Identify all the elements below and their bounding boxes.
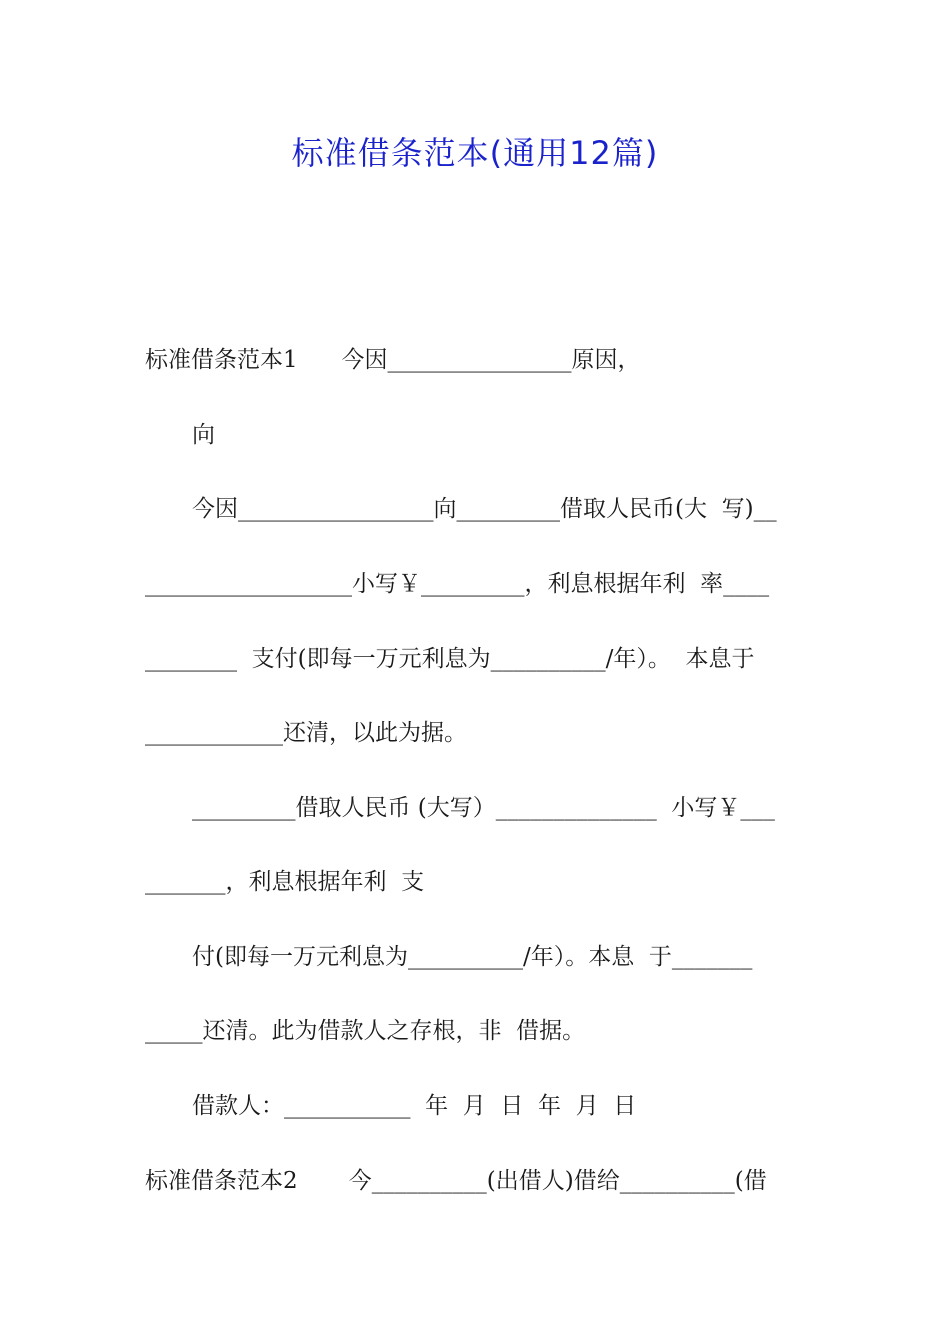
paragraph-line: 标准借条范本1 今因________________原因， — [145, 347, 641, 373]
paragraph-line: 标准借条范本2 今__________(出借人)借给__________(借 — [145, 1168, 767, 1194]
paragraph-line: 借款人：___________ 年 月 日 年 月 日 — [192, 1093, 637, 1119]
paragraph-line: 付(即每一万元利息为__________/年）。本息 于_______ — [192, 944, 753, 970]
document-title: 标准借条范本(通用12篇) — [291, 134, 659, 172]
paragraph-line: _________借取人民币 (大写）______________ 小写￥___ — [192, 795, 775, 821]
paragraph-line: __________________小写￥_________，利息根据年利 率____ — [145, 571, 770, 597]
paragraph-line: _____还清。此为借款人之存根，非 借据。 — [145, 1018, 586, 1044]
paragraph-line: ____________还清，以此为据。 — [145, 720, 467, 746]
paragraph-line: _______，利息根据年利 支 — [145, 869, 425, 895]
paragraph-line: ________ 支付(即每一万元利息为__________/年）。 本息于 — [145, 646, 755, 672]
paragraph-line: 今因_________________向_________借取人民币(大 写)__ — [192, 496, 777, 522]
paragraph-line: 向 — [192, 422, 215, 448]
